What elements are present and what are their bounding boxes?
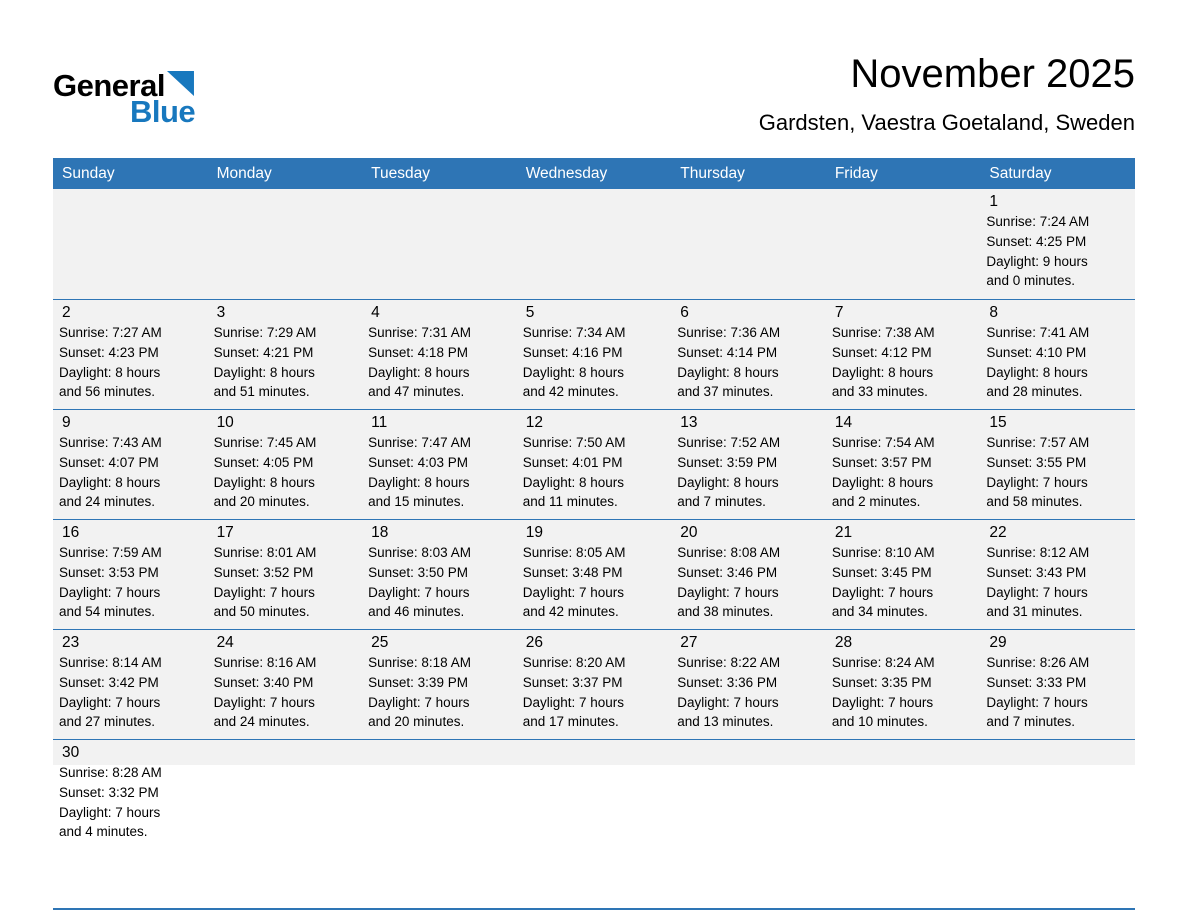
day-detail-line: Daylight: 7 hours [59,694,161,710]
day-cell-13 [671,410,826,519]
day-cell-4 [362,300,517,409]
day-cell-11 [362,410,517,519]
day-number: 18 [371,524,389,541]
empty-cell [362,740,517,908]
empty-cell [208,189,363,299]
week-row-5 [53,629,1135,739]
empty-cell [671,740,826,908]
day-detail-line: Sunrise: 8:14 AM [59,655,162,670]
weekday-header-saturday: Saturday [989,164,1052,182]
day-detail-line: Sunset: 3:59 PM [677,454,778,470]
empty-cell [980,740,1135,908]
day-detail-line: and 56 minutes. [59,384,156,400]
day-detail-line: Sunset: 3:40 PM [213,674,314,690]
day-detail-line: Sunrise: 8:10 AM [831,545,935,560]
day-number: 17 [216,524,234,541]
day-detail-line: Daylight: 8 hours [986,364,1088,380]
day-cell-17 [208,520,363,629]
day-cell-20 [671,520,826,629]
empty-cell [362,189,517,299]
day-detail-line: Sunset: 3:46 PM [677,564,778,580]
day-number: 1 [989,193,999,210]
day-detail-line: Daylight: 7 hours [368,584,470,600]
day-detail-line: and 7 minutes. [986,714,1075,730]
day-cell-19 [517,520,672,629]
day-detail-line: Sunrise: 7:43 AM [59,435,162,450]
day-detail-line: Sunrise: 7:29 AM [213,325,317,340]
day-detail-line: Daylight: 7 hours [677,694,779,710]
day-detail-line: Sunset: 4:12 PM [831,344,932,360]
day-number: 25 [371,634,389,651]
week-row-6 [53,739,1135,908]
day-number: 3 [216,304,226,321]
day-detail-line: and 13 minutes. [677,714,774,730]
day-number: 6 [680,304,689,321]
day-detail-line: Daylight: 8 hours [522,474,625,490]
day-detail-line: Sunset: 4:23 PM [59,344,159,360]
day-detail-line: Sunset: 4:14 PM [677,344,778,360]
day-detail-line: and 47 minutes. [368,384,465,400]
day-detail-line: Sunrise: 8:26 AM [986,655,1090,670]
day-detail-line: and 2 minutes. [831,494,921,510]
day-cell-29 [980,630,1135,739]
day-number: 4 [371,304,380,321]
day-detail-line: and 27 minutes. [59,714,156,730]
day-detail-line: Sunrise: 7:36 AM [677,325,781,340]
day-detail-line: and 38 minutes. [677,604,774,620]
day-detail-line: Sunrise: 8:16 AM [213,655,317,670]
day-detail-line: Daylight: 8 hours [677,364,779,380]
day-detail-line: and 11 minutes. [522,494,618,510]
day-number: 24 [216,634,234,651]
weekday-header-monday: Monday [216,164,272,182]
day-detail-line: Daylight: 7 hours [522,694,625,710]
day-cell-7 [826,300,981,409]
weekday-header-friday: Friday [834,164,878,182]
day-detail-line: and 20 minutes. [368,714,465,730]
day-detail-line: Sunset: 3:35 PM [831,674,932,690]
day-detail-line: Sunrise: 7:41 AM [986,325,1090,340]
day-detail-line: Daylight: 8 hours [368,364,470,380]
day-detail-line: Sunrise: 8:22 AM [677,655,781,670]
day-detail-line: Sunset: 3:36 PM [677,674,778,690]
day-number: 16 [62,524,80,541]
day-detail-line: Sunset: 3:53 PM [59,564,159,580]
day-detail-line: Daylight: 7 hours [986,474,1088,490]
title-block [759,52,1135,136]
page-title: November 2025 [850,52,1135,96]
day-detail-line: Sunset: 4:01 PM [522,454,623,470]
day-detail-line: Sunset: 4:07 PM [59,454,159,470]
day-detail-line: Daylight: 7 hours [59,804,161,820]
day-detail-line: Daylight: 9 hours [986,253,1088,269]
day-detail-line: Sunrise: 8:03 AM [368,545,471,560]
day-detail-line: Sunrise: 7:31 AM [368,325,471,340]
day-number: 15 [989,414,1007,431]
day-detail-line: Sunrise: 7:27 AM [59,325,162,340]
day-detail-line: and 24 minutes. [213,714,310,730]
day-cell-21 [826,520,981,629]
day-detail-line: and 0 minutes. [986,273,1075,289]
day-detail-line: Daylight: 8 hours [522,364,625,380]
day-detail-line: Daylight: 7 hours [831,584,934,600]
day-cell-2 [53,300,208,409]
day-cell-10 [208,410,363,519]
day-detail-line: Sunset: 4:03 PM [368,454,468,470]
day-detail-line: and 42 minutes. [522,604,619,620]
day-number: 19 [525,524,543,541]
day-number: 8 [989,304,999,321]
day-detail-line: Sunrise: 8:01 AM [213,545,317,560]
day-cell-5 [517,300,672,409]
day-number: 22 [989,524,1007,541]
day-cell-16 [53,520,208,629]
day-number: 12 [525,414,543,431]
day-detail-line: Sunrise: 8:20 AM [522,655,626,670]
weekday-header-tuesday: Tuesday [371,164,431,182]
empty-cell [208,740,363,908]
day-detail-line: Sunrise: 7:52 AM [677,435,781,450]
day-cell-23 [53,630,208,739]
day-detail-line: Daylight: 8 hours [368,474,470,490]
day-detail-line: Daylight: 8 hours [59,474,161,490]
empty-cell [517,189,672,299]
day-detail-line: and 34 minutes. [831,604,928,620]
day-detail-line: Sunset: 3:48 PM [522,564,623,580]
day-detail-line: Daylight: 7 hours [986,694,1088,710]
day-number: 23 [62,634,80,651]
day-detail-line: and 33 minutes. [831,384,928,400]
day-detail-line: Sunset: 3:43 PM [986,564,1087,580]
day-detail-line: Daylight: 7 hours [522,584,625,600]
day-detail-line: Sunset: 3:57 PM [831,454,932,470]
day-number: 9 [62,414,71,431]
weekday-header-thursday: Thursday [680,164,745,182]
day-detail-line: Sunset: 4:10 PM [986,344,1087,360]
day-detail-line: Daylight: 8 hours [677,474,779,490]
day-detail-line: and 10 minutes. [831,714,928,730]
day-detail-line: and 28 minutes. [986,384,1083,400]
day-detail-line: and 50 minutes. [213,604,310,620]
day-detail-line: Sunset: 3:33 PM [986,674,1087,690]
day-detail-line: Sunrise: 7:59 AM [59,545,162,560]
day-detail-line: Daylight: 7 hours [831,694,934,710]
day-cell-22 [980,520,1135,629]
day-detail-line: Sunset: 3:37 PM [522,674,623,690]
day-detail-line: Sunset: 4:05 PM [213,454,314,470]
empty-cell [826,189,981,299]
day-detail-line: Daylight: 7 hours [59,584,161,600]
day-cell-25 [362,630,517,739]
week-row-1 [53,189,1135,299]
day-detail-line: Daylight: 8 hours [213,364,315,380]
day-number: 28 [834,634,853,651]
logo-text-general: General [53,68,165,103]
calendar [53,158,1135,910]
day-detail-line: Sunset: 3:55 PM [986,454,1087,470]
day-detail-line: Sunset: 3:52 PM [213,564,314,580]
empty-cell [517,740,672,908]
day-detail-line: Daylight: 7 hours [368,694,470,710]
day-cell-26 [517,630,672,739]
logo-triangle-icon [167,71,194,96]
day-detail-line: Daylight: 7 hours [986,584,1088,600]
day-detail-line: and 15 minutes. [368,494,465,510]
day-number: 14 [834,414,853,431]
day-detail-line: Daylight: 7 hours [213,584,315,600]
day-detail-line: Daylight: 8 hours [831,364,934,380]
day-number: 27 [680,634,698,651]
day-detail-line: Sunset: 3:50 PM [368,564,468,580]
day-detail-line: Sunrise: 8:05 AM [522,545,626,560]
weekday-header-wednesday: Wednesday [525,164,608,182]
day-detail-line: Daylight: 7 hours [213,694,315,710]
day-detail-line: and 31 minutes. [986,604,1083,620]
day-number: 5 [525,304,535,321]
week-row-4 [53,519,1135,629]
logo-text-blue: Blue [130,94,196,129]
day-detail-line: Sunrise: 7:54 AM [831,435,935,450]
day-detail-line: Sunset: 4:16 PM [522,344,623,360]
day-cell-1 [980,189,1135,299]
day-number: 13 [680,414,698,431]
day-detail-line: Sunrise: 8:08 AM [677,545,781,560]
day-detail-line: and 58 minutes. [986,494,1083,510]
day-detail-line: Sunset: 3:45 PM [831,564,932,580]
day-detail-line: and 7 minutes. [677,494,766,510]
day-cell-6 [671,300,826,409]
week-row-3 [53,409,1135,519]
empty-cell [826,740,981,908]
day-cell-30 [53,740,208,908]
day-number: 29 [989,634,1007,651]
day-detail-line: Sunset: 3:39 PM [368,674,468,690]
day-detail-line: and 54 minutes. [59,604,156,620]
day-cell-9 [53,410,208,519]
day-detail-line: Daylight: 8 hours [213,474,315,490]
day-detail-line: Sunset: 3:32 PM [59,784,159,800]
day-cell-14 [826,410,981,519]
day-cell-24 [208,630,363,739]
day-detail-line: Sunrise: 8:18 AM [368,655,471,670]
weekday-header-sunday: Sunday [62,164,115,182]
day-detail-line: and 24 minutes. [59,494,156,510]
day-detail-line: and 46 minutes. [368,604,465,620]
day-number: 11 [371,414,388,431]
day-detail-line: Sunrise: 7:24 AM [986,214,1090,229]
day-detail-line: and 51 minutes. [213,384,310,400]
day-detail-line: Sunrise: 7:34 AM [522,325,626,340]
day-detail-line: Sunset: 3:42 PM [59,674,159,690]
empty-cell [671,189,826,299]
day-detail-line: Sunrise: 8:28 AM [59,765,162,780]
day-detail-line: Daylight: 8 hours [831,474,934,490]
page-subtitle: Gardsten, Vaestra Goetaland, Sweden [758,109,1135,135]
day-number: 2 [62,304,71,321]
day-cell-27 [671,630,826,739]
day-detail-line: Sunset: 4:25 PM [986,233,1087,249]
calendar-grid [53,189,1135,908]
day-detail-line: Sunset: 4:21 PM [213,344,314,360]
day-detail-line: and 20 minutes. [213,494,310,510]
page-header [0,0,1188,158]
empty-cell [53,189,208,299]
day-number: 26 [525,634,543,651]
day-detail-line: and 37 minutes. [677,384,774,400]
day-number: 20 [680,524,698,541]
day-detail-line: Daylight: 8 hours [59,364,161,380]
day-detail-line: and 17 minutes. [522,714,619,730]
day-detail-line: Sunrise: 8:12 AM [986,545,1090,560]
day-detail-line: and 4 minutes. [59,824,148,840]
day-number: 10 [216,414,234,431]
day-detail-line: Sunset: 4:18 PM [368,344,468,360]
day-cell-3 [208,300,363,409]
day-detail-line: Sunrise: 7:45 AM [213,435,317,450]
day-detail-line: and 42 minutes. [522,384,619,400]
day-cell-15 [980,410,1135,519]
week-row-2 [53,299,1135,409]
weekday-header-row [53,158,1135,189]
day-number: 30 [62,744,80,761]
day-cell-18 [362,520,517,629]
day-detail-line: Sunrise: 7:57 AM [986,435,1090,450]
day-detail-line: Daylight: 7 hours [677,584,779,600]
day-cell-8 [980,300,1135,409]
day-number: 21 [834,524,853,541]
day-detail-line: Sunrise: 7:38 AM [831,325,935,340]
general-blue-logo [53,70,195,127]
day-cell-28 [826,630,981,739]
day-number: 7 [834,304,844,321]
day-cell-12 [517,410,672,519]
day-detail-line: Sunrise: 8:24 AM [831,655,935,670]
day-detail-line: Sunrise: 7:47 AM [368,435,471,450]
day-detail-line: Sunrise: 7:50 AM [522,435,626,450]
